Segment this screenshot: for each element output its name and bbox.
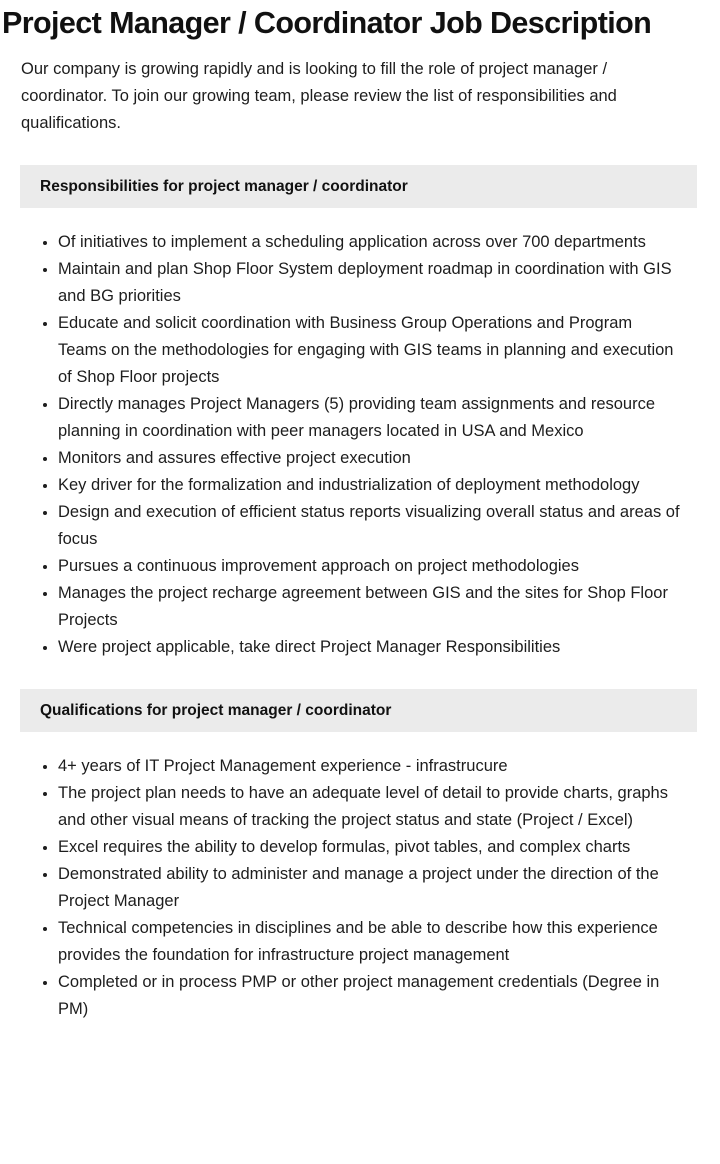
list-item: Completed or in process PMP or other project management credentials (Degree in PM) (0, 969, 720, 1023)
list-item: Educate and solicit coordination with Business Group Operations and Program Teams on the methodologies for engaging with GIS teams in planning and execution of Shop Floor projects (0, 310, 720, 391)
list-item: Directly manages Project Managers (5) providing team assignments and resource planning in coordination with peer managers located in USA and Mexico (0, 391, 720, 445)
section-header-qualifications: Qualifications for project manager / coordinator (20, 689, 697, 732)
page-title: Project Manager / Coordinator Job Description (2, 6, 652, 40)
qualifications-list (0, 753, 720, 1023)
list-item: Pursues a continuous improvement approach on project methodologies (0, 553, 720, 580)
list-item: The project plan needs to have an adequate level of detail to provide charts, graphs and other visual means of tracking the project status and state (Project / Excel) (0, 780, 720, 834)
section-qualifications (0, 689, 720, 1023)
list-item: Technical competencies in disciplines and be able to describe how this experience provides the foundation for infrastructure project management (0, 915, 720, 969)
responsibilities-list (0, 229, 720, 661)
list-item: 4+ years of IT Project Management experience - infrastrucure (0, 753, 720, 780)
list-item: Design and execution of efficient status reports visualizing overall status and areas of focus (0, 499, 720, 553)
list-item: Key driver for the formalization and industrialization of deployment methodology (0, 472, 720, 499)
list-item: Demonstrated ability to administer and manage a project under the direction of the Project Manager (0, 861, 720, 915)
section-header-responsibilities: Responsibilities for project manager / coordinator (20, 165, 697, 208)
section-responsibilities (0, 165, 720, 661)
list-item: Were project applicable, take direct Project Manager Responsibilities (0, 634, 720, 661)
list-item: Maintain and plan Shop Floor System deployment roadmap in coordination with GIS and BG priorities (0, 256, 720, 310)
list-item: Excel requires the ability to develop formulas, pivot tables, and complex charts (0, 834, 720, 861)
intro-paragraph: Our company is growing rapidly and is looking to fill the role of project manager / coordinator. To join our growing team, please review the list of responsibilities and qualifications. (21, 60, 617, 132)
list-item: Monitors and assures effective project execution (0, 445, 720, 472)
list-item: Manages the project recharge agreement between GIS and the sites for Shop Floor Projects (0, 580, 720, 634)
list-item: Of initiatives to implement a scheduling application across over 700 departments (0, 229, 720, 256)
